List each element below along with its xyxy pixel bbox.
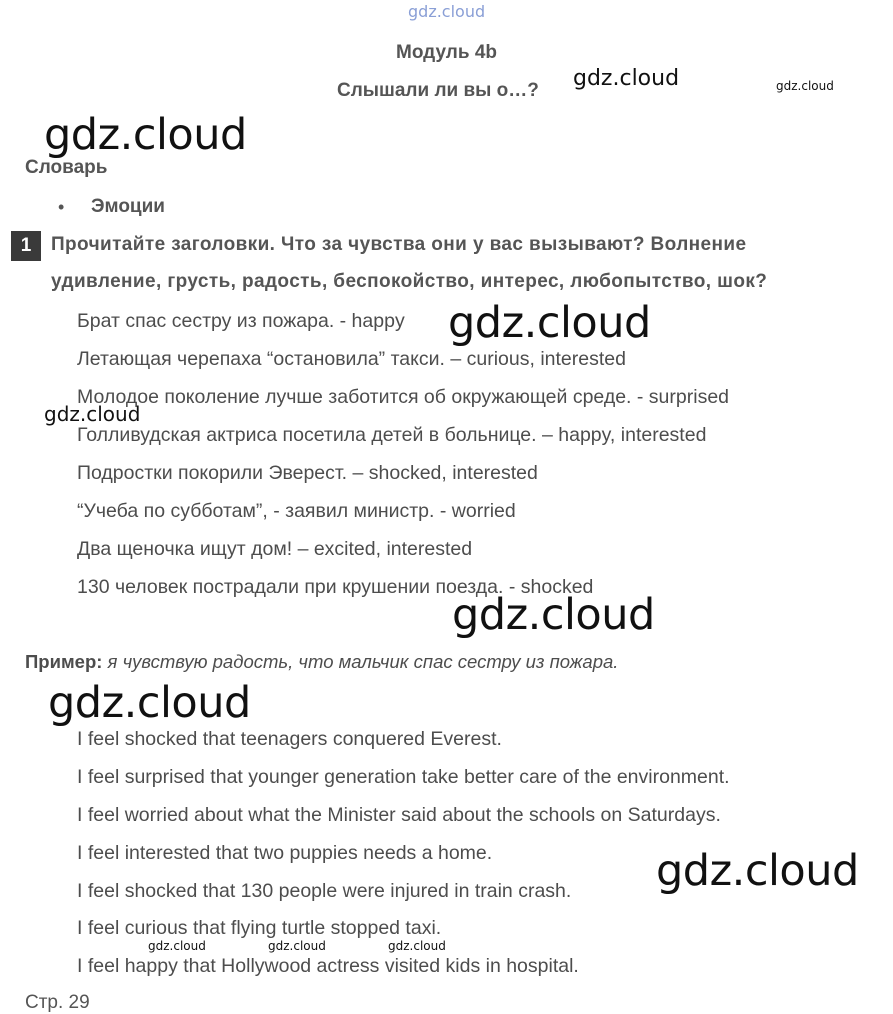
answer-line: Летающая черепаха “остановила” такси. – curious, interested (77, 348, 626, 370)
bullet-icon: • (58, 197, 65, 217)
answer-line: Два щеночка ищут дом! – excited, interested (77, 538, 473, 560)
watermark: gdz.cloud (452, 590, 655, 640)
watermark-top: gdz.cloud (408, 2, 486, 21)
example-label: Пример: (25, 651, 103, 672)
watermark: gdz.cloud (44, 402, 141, 426)
watermark: gdz.cloud (573, 66, 680, 91)
watermark: gdz.cloud (48, 678, 251, 728)
watermark: gdz.cloud (656, 846, 859, 896)
sentence-line: I feel worried about what the Minister said about the schools on Saturdays. (77, 804, 721, 826)
section-heading: Словарь (25, 157, 108, 178)
watermark: gdz.cloud (268, 939, 326, 953)
answer-line: “Учеба по субботам”, - заявил министр. - worried (77, 500, 516, 522)
example-text: я чувствую радость, что мальчик спас сестру из пожара. (107, 651, 619, 672)
sentence-line: I feel shocked that teenagers conquered Everest. (77, 728, 502, 750)
task-number-badge: 1 (11, 231, 41, 261)
sentence-line: I feel surprised that younger generation take better care of the environment. (77, 766, 730, 788)
sentence-line: I feel happy that Hollywood actress visited kids in hospital. (77, 955, 579, 977)
bullet-item: Эмоции (91, 196, 165, 217)
example-line (25, 651, 618, 673)
sentence-line: I feel curious that flying turtle stopped taxi. (77, 917, 442, 939)
answer-line: Голливудская актриса посетила детей в больнице. – happy, interested (77, 424, 707, 446)
page-subtitle: Слышали ли вы о…? (337, 80, 539, 101)
answer-line: Молодое поколение лучше заботится об окружающей среде. - surprised (77, 386, 730, 408)
task-question-line1: Прочитайте заголовки. Что за чувства они у вас вызывают? Волнение (51, 234, 747, 255)
watermark: gdz.cloud (148, 939, 206, 953)
sentence-line: I feel interested that two puppies needs a home. (77, 842, 493, 864)
task-question-line2: удивление, грусть, радость, беспокойство, интерес, любопытство, шок? (51, 271, 768, 292)
watermark: gdz.cloud (776, 79, 834, 93)
page-footer-cut: Стр. 29 (25, 992, 90, 1013)
watermark: gdz.cloud (44, 110, 247, 160)
answer-line: Брат спас сестру из пожара. - happy (77, 310, 405, 332)
answer-line: Подростки покорили Эверест. – shocked, interested (77, 462, 538, 484)
page-title: Модуль 4b (396, 42, 497, 63)
sentence-line: I feel shocked that 130 people were injured in train crash. (77, 880, 572, 902)
watermark: gdz.cloud (448, 298, 651, 348)
answer-line: 130 человек пострадали при крушении поезда. - shocked (77, 576, 594, 598)
watermark: gdz.cloud (388, 939, 446, 953)
